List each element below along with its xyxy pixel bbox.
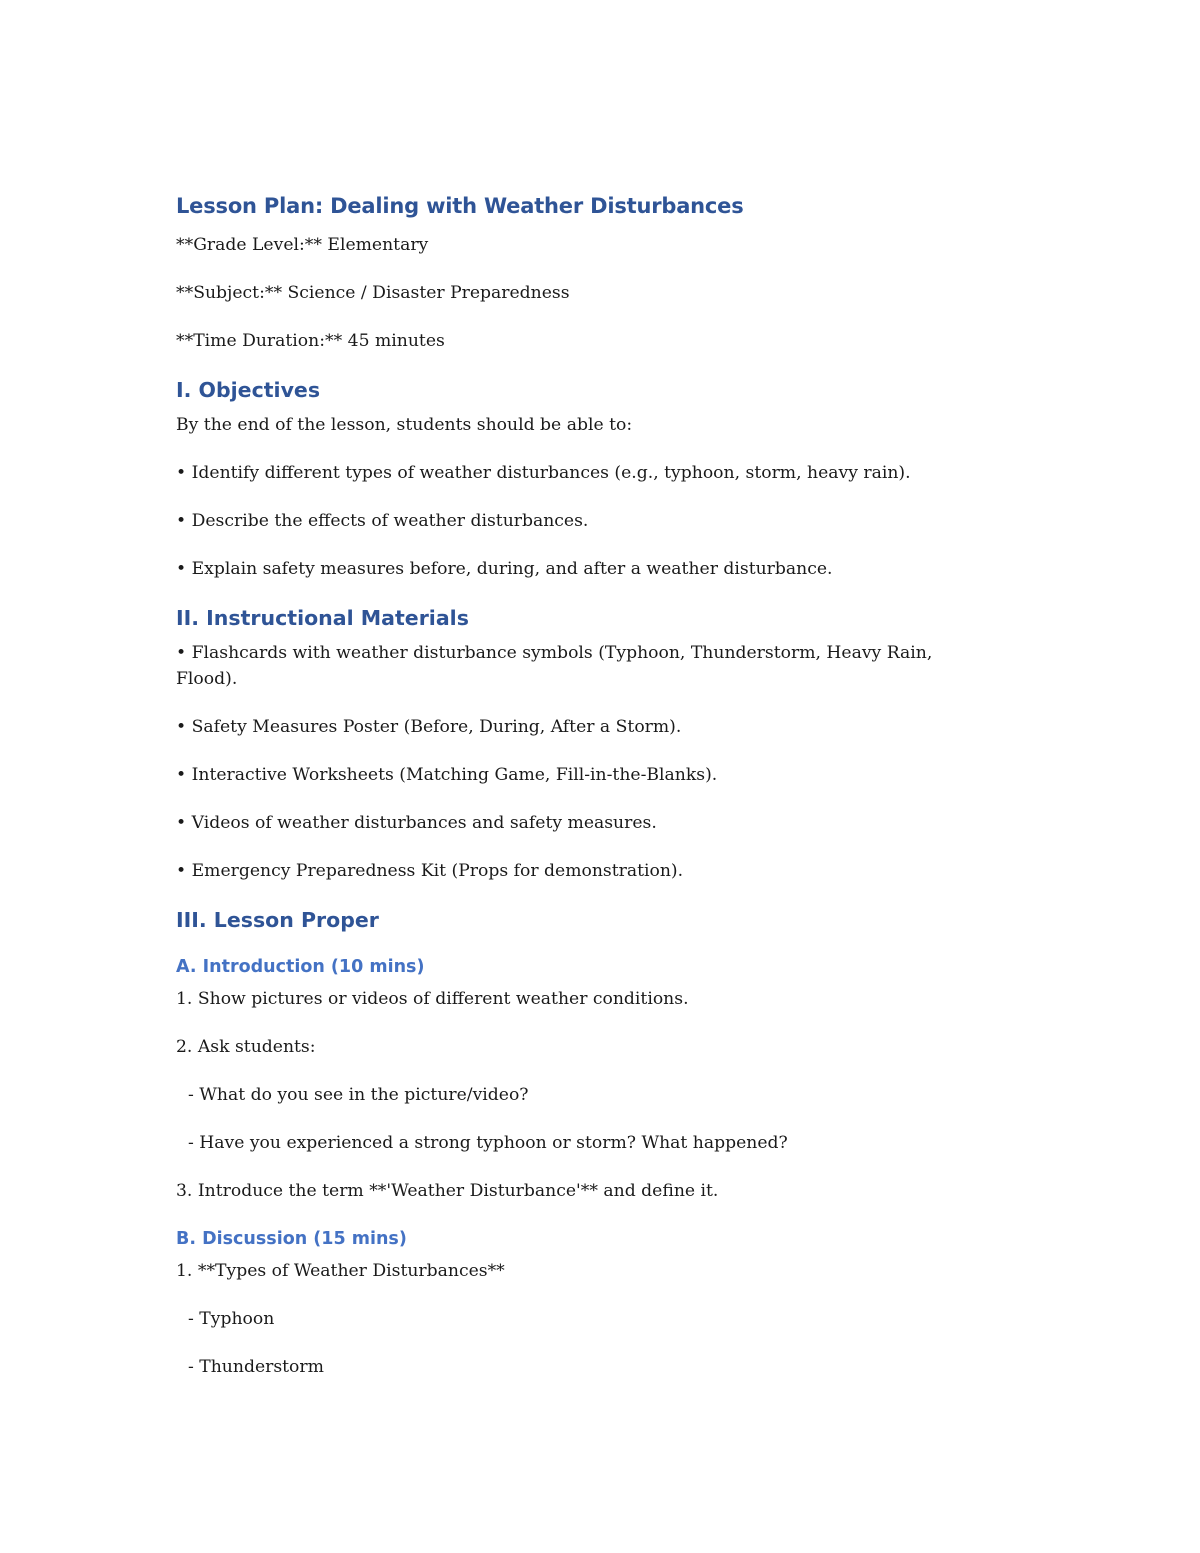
introduction-subitem: - Have you experienced a strong typhoon or storm? What happened? (188, 1133, 788, 1153)
discussion-subitem: - Thunderstorm (188, 1357, 324, 1377)
material-item: • Interactive Worksheets (Matching Game, Fill-in-the-Blanks). (176, 765, 718, 785)
material-item: • Safety Measures Poster (Before, During, After a Storm). (176, 717, 682, 737)
lesson-proper-heading (176, 904, 1026, 936)
introduction-item: 1. Show pictures or videos of different weather conditions. (176, 989, 689, 1009)
discussion-heading-number: B. (176, 1229, 196, 1249)
material-item: • Emergency Preparedness Kit (Props for demonstration). (176, 861, 684, 881)
discussion-item: 1. **Types of Weather Disturbances** (176, 1261, 505, 1281)
document-body (176, 190, 1026, 1402)
materials-heading (176, 602, 1026, 634)
objectives-intro: By the end of the lesson, students should be able to: (176, 415, 633, 435)
discussion-heading (176, 1224, 1026, 1254)
discussion-subitem: - Typhoon (188, 1309, 275, 1329)
introduction-heading-number: A. (176, 957, 197, 977)
objective-item: • Identify different types of weather disturbances (e.g., typhoon, storm, heavy rain). (176, 463, 911, 483)
introduction-item: 3. Introduce the term **'Weather Disturbance'** and define it. (176, 1181, 719, 1201)
material-item: • Videos of weather disturbances and safety measures. (176, 813, 657, 833)
objective-item: • Describe the effects of weather disturbances. (176, 511, 589, 531)
objectives-heading (176, 374, 1026, 406)
objectives-heading-number: I. (176, 378, 192, 402)
material-item: • Flashcards with weather disturbance symbols (Typhoon, Thunderstorm, Heavy Rain, Flood). (176, 643, 933, 689)
materials-heading-text: Instructional Materials (199, 606, 469, 630)
introduction-subitem: - What do you see in the picture/video? (188, 1085, 529, 1105)
time-duration-line: **Time Duration:** 45 minutes (176, 331, 445, 351)
grade-level-line: **Grade Level:** Elementary (176, 235, 429, 255)
introduction-heading-text: Introduction (10 mins) (196, 957, 425, 977)
objective-item: • Explain safety measures before, during, and after a weather disturbance. (176, 559, 833, 579)
subject-line: **Subject:** Science / Disaster Preparedness (176, 283, 570, 303)
introduction-item: 2. Ask students: (176, 1037, 316, 1057)
materials-heading-number: II. (176, 606, 200, 630)
discussion-heading-text: Discussion (15 mins) (196, 1229, 407, 1249)
objectives-heading-text: Objectives (191, 378, 321, 402)
document-title: Lesson Plan: Dealing with Weather Disturbances (176, 194, 744, 218)
lesson-proper-heading-number: III. (176, 908, 207, 932)
lesson-proper-heading-text: Lesson Proper (206, 908, 379, 932)
introduction-heading (176, 952, 1026, 982)
